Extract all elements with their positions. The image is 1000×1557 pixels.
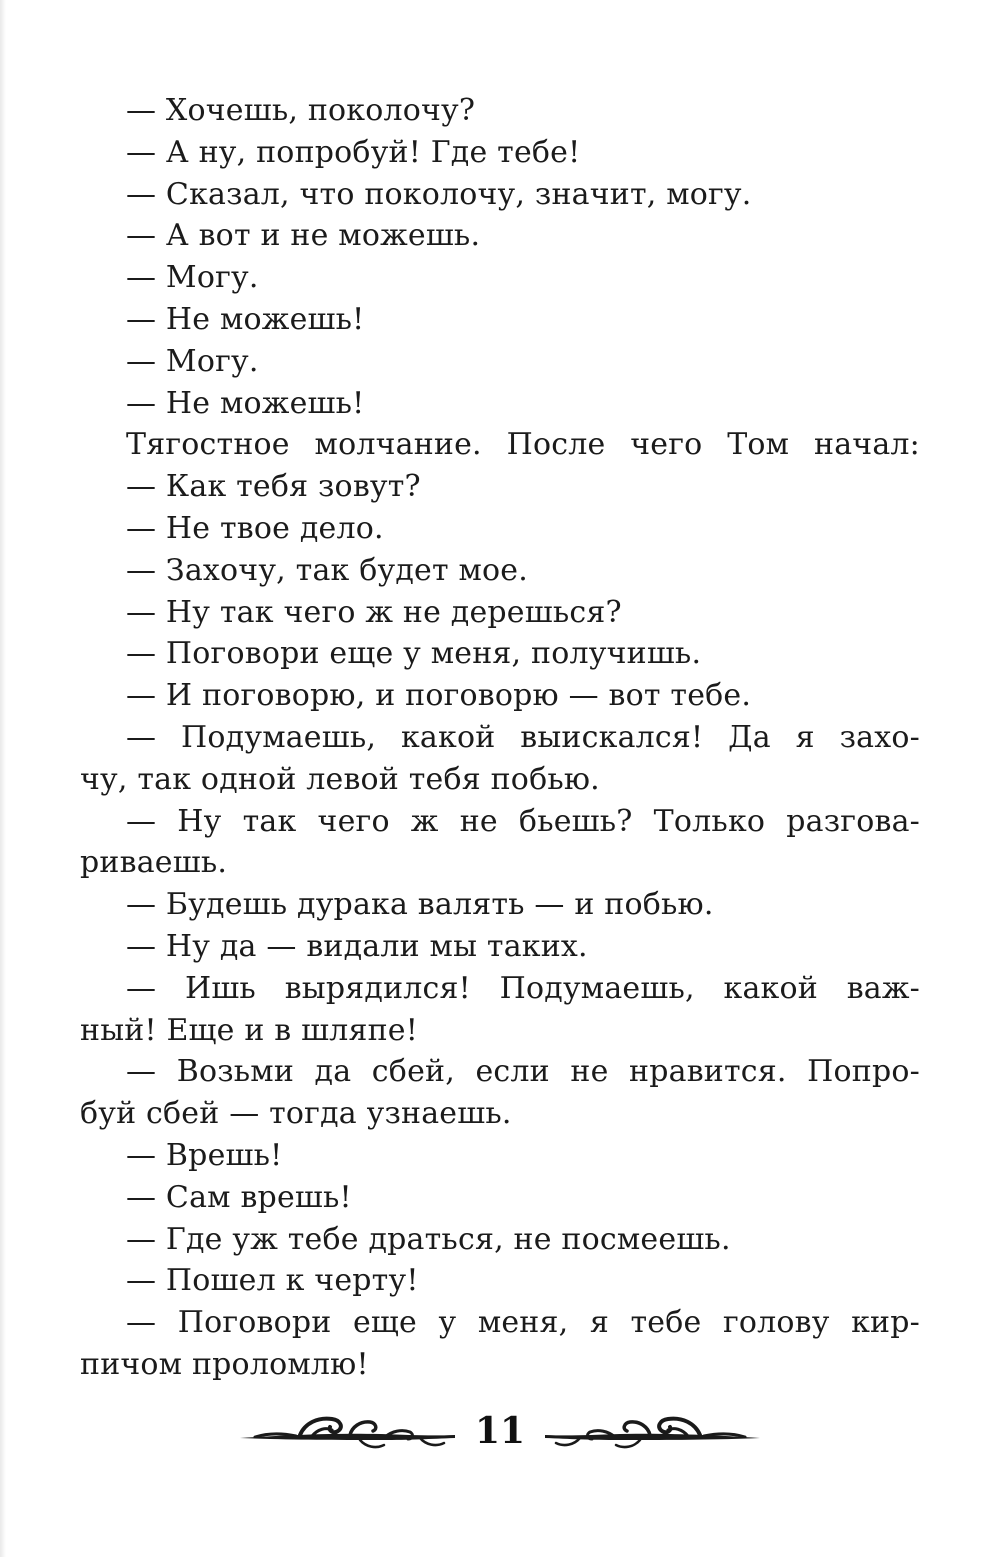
text-line: риваешь. [80,845,228,881]
text-line: — Где уж тебе драться, не посмеешь. [126,1221,731,1257]
text-line: ный! Еще и в шляпе! [80,1012,418,1048]
text-line: — И поговорю, и поговорю — вот тебе. [126,678,752,714]
text-line: — Захочу, так будет мое. [126,552,528,588]
text-line: — Хочешь, поколочу? [126,93,476,128]
text-line: — Подумаешь, какой выискался! Да я захо- [126,719,920,755]
text-line: — Пошел к черту! [126,1263,419,1299]
text-line: — Не можешь! [126,301,365,337]
text-line: — Ну да — видали мы таких. [126,928,588,964]
text-line: — А вот и не можешь. [126,218,481,254]
text-line: Тягостное молчание. После чего Том начал: [126,427,920,463]
text-line: пичом проломлю! [80,1346,369,1382]
text-line: — А ну, попробуй! Где тебе! [126,134,581,170]
page-footer [0,1405,1000,1465]
text-line: — Сам врешь! [126,1179,352,1215]
text-line: — Ну так чего ж не бьешь? Только разгова- [126,803,920,839]
text-line: — Не можешь! [126,385,365,421]
body-text [80,90,920,1386]
text-line: — Сказал, что поколочу, значит, могу. [126,176,752,212]
text-line: — Как тебя зовут? [126,469,421,505]
text-line: — Ишь вырядился! Подумаешь, какой важ- [126,970,920,1006]
left-flourish-icon [240,1419,455,1447]
text-line: — Ну так чего ж не дерешься? [126,594,622,630]
text-line: — Могу. [126,343,259,379]
text-line: — Врешь! [126,1137,283,1173]
text-line: чу, так одной левой тебя побью. [80,761,600,797]
text-line: буй сбей — тогда узнаешь. [80,1096,512,1132]
page-number: 11 [474,1410,526,1452]
page-spine-shadow [0,0,6,1557]
text-line: — Поговори еще у меня, получишь. [126,636,702,672]
text-line: — Могу. [126,260,259,296]
text-line: — Возьми да сбей, если не нравится. Попро- [126,1054,920,1090]
text-line: — Не твое дело. [126,510,384,546]
text-line: — Будешь дурака валять — и побью. [126,887,714,923]
text-line: — Поговори еще у меня, я тебе голову кир- [126,1305,920,1341]
right-flourish-icon [545,1419,760,1447]
